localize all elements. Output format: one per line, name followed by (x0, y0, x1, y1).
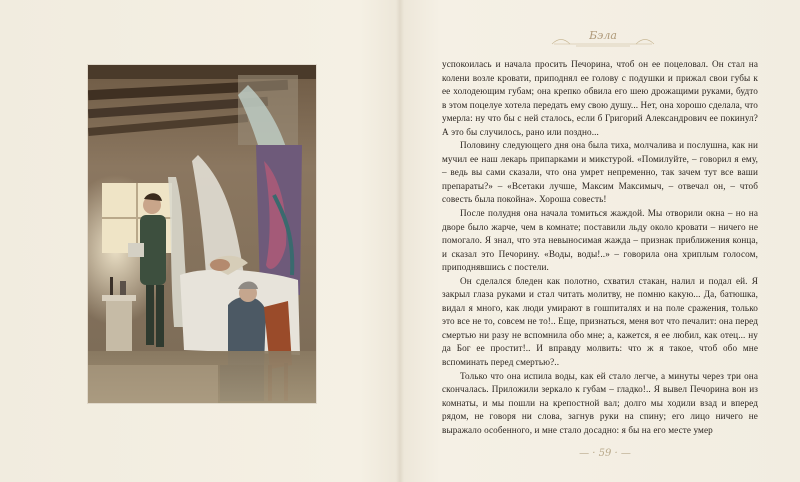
paragraph: успокоилась и начала просить Печорина, чтоб он ее поцеловал. Он стал на колени возле кровати, приподнял ее голову с подушки и прижал свои губы к ее холодеющим губам; она крепко обвила его шею дрожащими руками, будто в этом поцелуе хотела передать ему свою душу... Нет, она хорошо сделала, что умерла: ну что бы с ней сталось, если б Григорий Александрович ее покинул? А это бы случилось, рано или поздно... (442, 59, 758, 137)
running-header (548, 26, 658, 48)
running-title: Бэла (589, 29, 617, 42)
page-number (560, 448, 650, 459)
book-gutter (396, 0, 404, 482)
page-number-ornament-left: — · (579, 448, 599, 459)
illustration-art (88, 65, 316, 403)
text-column (442, 58, 758, 437)
paragraph: Половину следующего дня она была тиха, молчалива и послушна, как ни мучил ее наш лекарь припарками и микстурой. «Помилуйте, – говорил я ему, – ведь вы сами сказали, что она умрет непременно, так зачем тут все ваши препараты?» – «Всетаки лучше, Максим Максимыч, – отвечал он, – чтоб совесть была покойна». Хороша совесть! (442, 140, 758, 205)
page-number-value: 59 (598, 448, 612, 459)
paragraph: После полудня она начала томиться жаждой. Мы отворили окна – но на дворе было жарче, чем в комнате; поставили льду около кровати – ничего не помогало. Я знал, что эта невыносимая жажда – признак приближения конца, и сказал это Печорину. «Воды, воды!..» – говорила она хриплым голосом, приподнявшись с постели. (442, 208, 758, 273)
page-number-ornament-right: · — (611, 448, 631, 459)
sickroom-illustration (88, 65, 316, 403)
paragraph: Только что она испила воды, как ей стало легче, а минуты через три она скончалась. Приложили зеркало к губам – гладко!.. Я вывел Печорина вон из комнаты, и мы пошли на крепостной вал; долго мы ходили взад и вперед рядом, не говоря ни слова, загнув руки на спину; его лицо ничего не выражало особенного, и мне стало досадно: я бы на его месте умер (442, 370, 758, 435)
paragraph: Он сделался бледен как полотно, схватил стакан, налил и подал ей. Я закрыл глаза руками и стал читать молитву, не помню какую... Да, батюшка, видал я много, как люди умирают в гошпиталях и на поле сражения, только это все не то, совсем не то!.. Еще, признаться, меня вот что печалит: она перед смертью ни разу не вспомнила обо мне; а, кажется, я ее любил, как отец... ну да Бог ее простит!.. И вправду молвить: что ж я такое, чтоб обо мне вспоминать перед смертью?.. (442, 275, 758, 368)
